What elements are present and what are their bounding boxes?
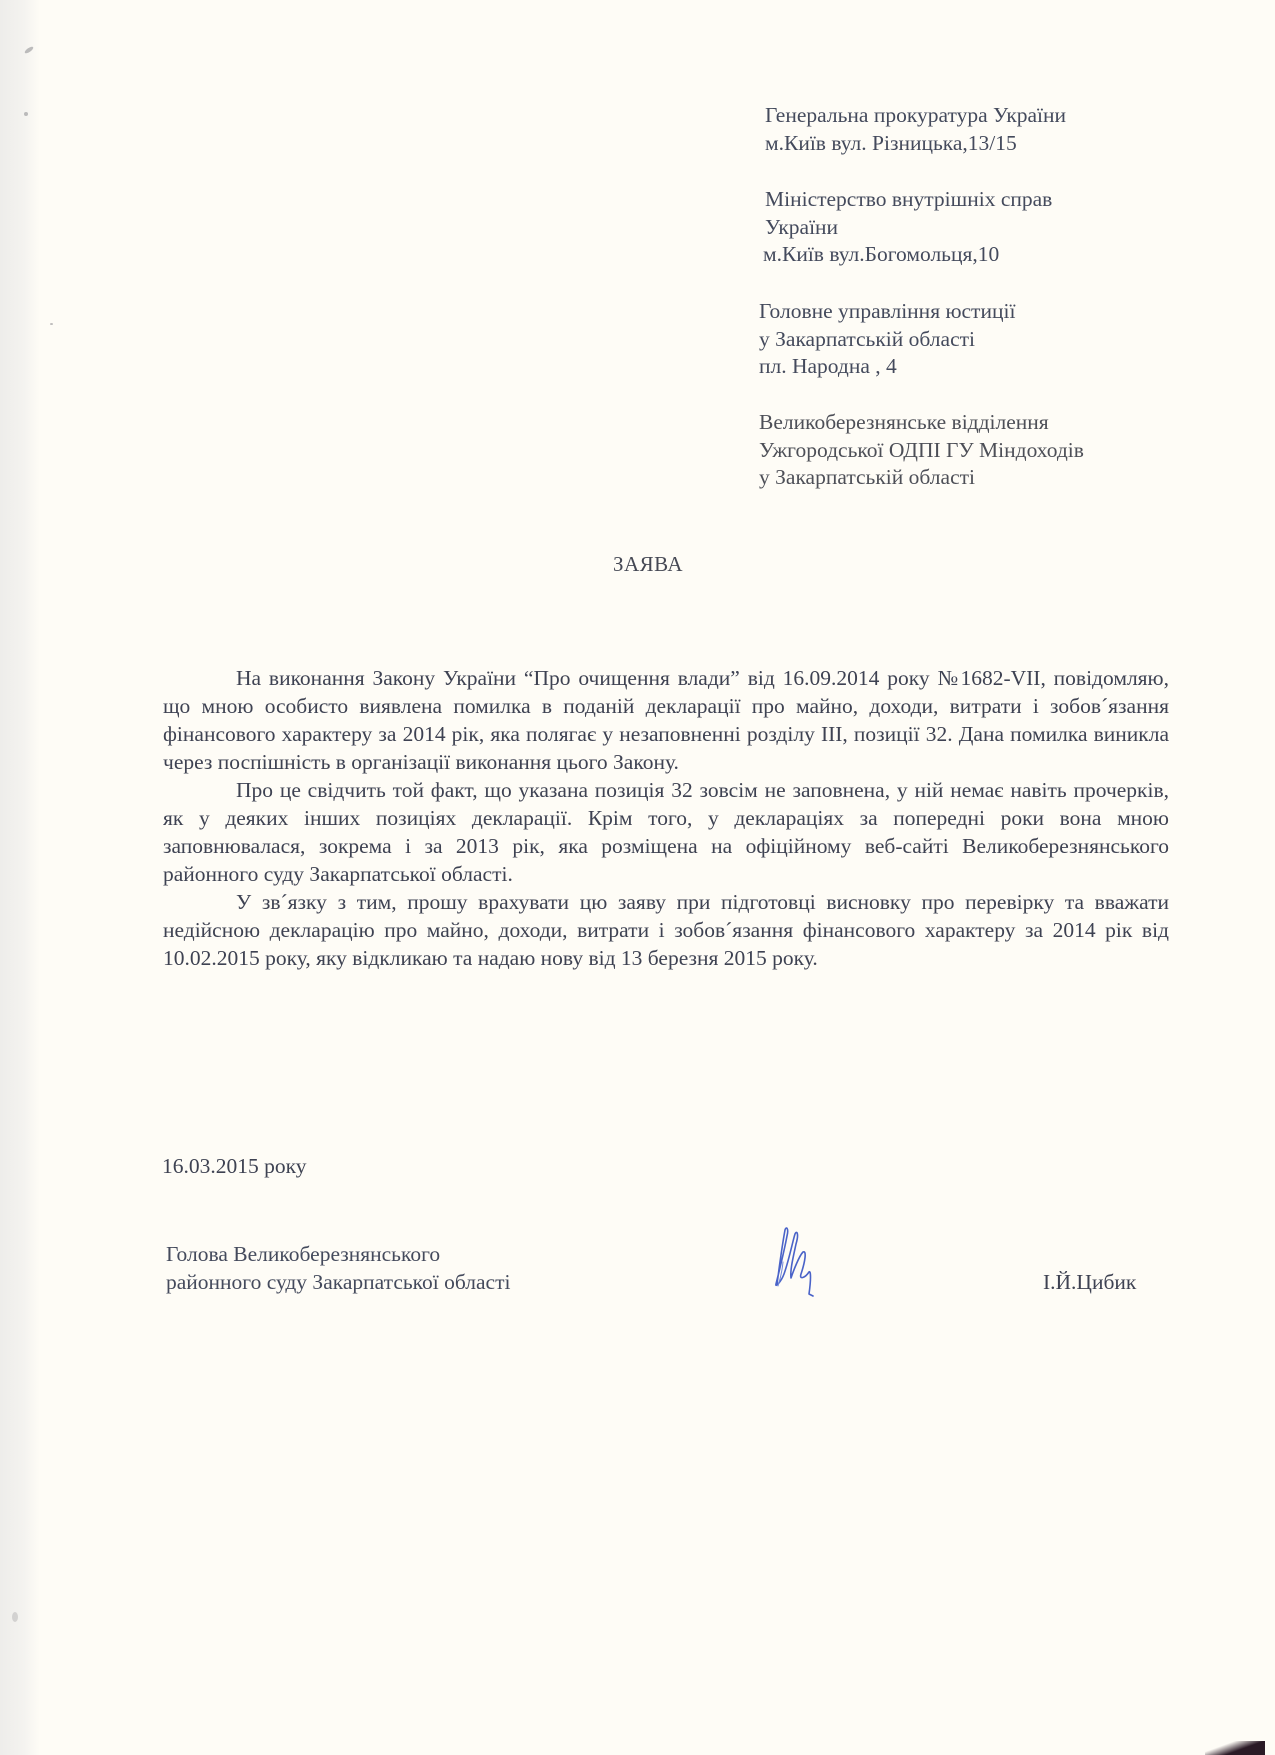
document-body — [163, 664, 1169, 972]
handwritten-signature-icon — [765, 1222, 845, 1302]
position-line: Голова Великоберезнянського — [166, 1242, 441, 1266]
body-paragraph: На виконання Закону України “Про очищення влади” від 16.09.2014 року №1682-VII, повідомляю, що мною особисто виявлена помилка в поданій декларації про майно, доходи, витрати і зобов´язання фінансового характеру за 2014 рік, яка полягає у незаповненні розділу III, позиції 32. Дана помилка виникла через поспішність в організації виконання цього Закону. — [163, 666, 1169, 774]
scan-speck — [24, 112, 28, 116]
position-line: районного суду Закарпатської області — [166, 1270, 511, 1294]
recipient-line: Міністерство внутрішніх справ — [765, 187, 1053, 211]
recipient-line: пл. Народна , 4 — [759, 354, 897, 378]
document-title: ЗАЯВА — [612, 552, 684, 576]
recipient-line: Головне управління юстиції — [759, 299, 1016, 323]
scan-edge-artifact — [1205, 1741, 1265, 1755]
recipient-line: України — [765, 214, 839, 239]
body-paragraph: Про це свідчить той факт, що указана позиція 32 зовсім не заповнена, у ній немає навіть прочерків, як у деяких інших позиціях декларації. Крім того, у деклараціях за попередні роки вона мною заповнювалася, зокрема і за 2013 рік, яка розміщена на офіційному веб-сайті Великоберезнянського районного суду Закарпатської області. — [163, 778, 1169, 886]
scan-edge-artifact — [0, 0, 40, 1755]
body-paragraph: У зв´язку з тим, прошу врахувати цю заяву при підготовці висновку про перевірку та вважати недійсною декларацію про майно, доходи, витрати і зобов´язання фінансового характеру за 2014 рік від 10.02.2015 року, яку відкликаю та надаю нову від 13 березня 2015 року. — [163, 890, 1169, 970]
recipient-block-ministry — [765, 186, 1052, 269]
recipient-block-justice — [759, 298, 1015, 381]
scan-speck — [50, 323, 53, 325]
document-date: 16.03.2015 року — [162, 1154, 307, 1178]
recipient-line: Великоберезнянське відділення — [759, 410, 1049, 434]
recipient-line: Генеральна прокуратура України — [765, 103, 1067, 127]
recipient-line: м.Київ вул. Різницька,13/15 — [765, 130, 1017, 155]
recipient-block-prosecutor — [765, 102, 1066, 157]
scan-speck — [12, 1612, 18, 1622]
recipient-line: Ужгородської ОДПІ ГУ Міндоходів — [759, 437, 1084, 462]
recipient-block-tax-office — [759, 409, 1084, 492]
signatory-name: І.Й.Цибик — [1043, 1270, 1137, 1294]
recipient-line: м.Київ вул.Богомольця,10 — [763, 242, 1000, 266]
recipient-line: у Закарпатській області — [759, 326, 975, 351]
signatory-position — [166, 1240, 510, 1296]
recipient-line: у Закарпатській області — [759, 465, 975, 489]
